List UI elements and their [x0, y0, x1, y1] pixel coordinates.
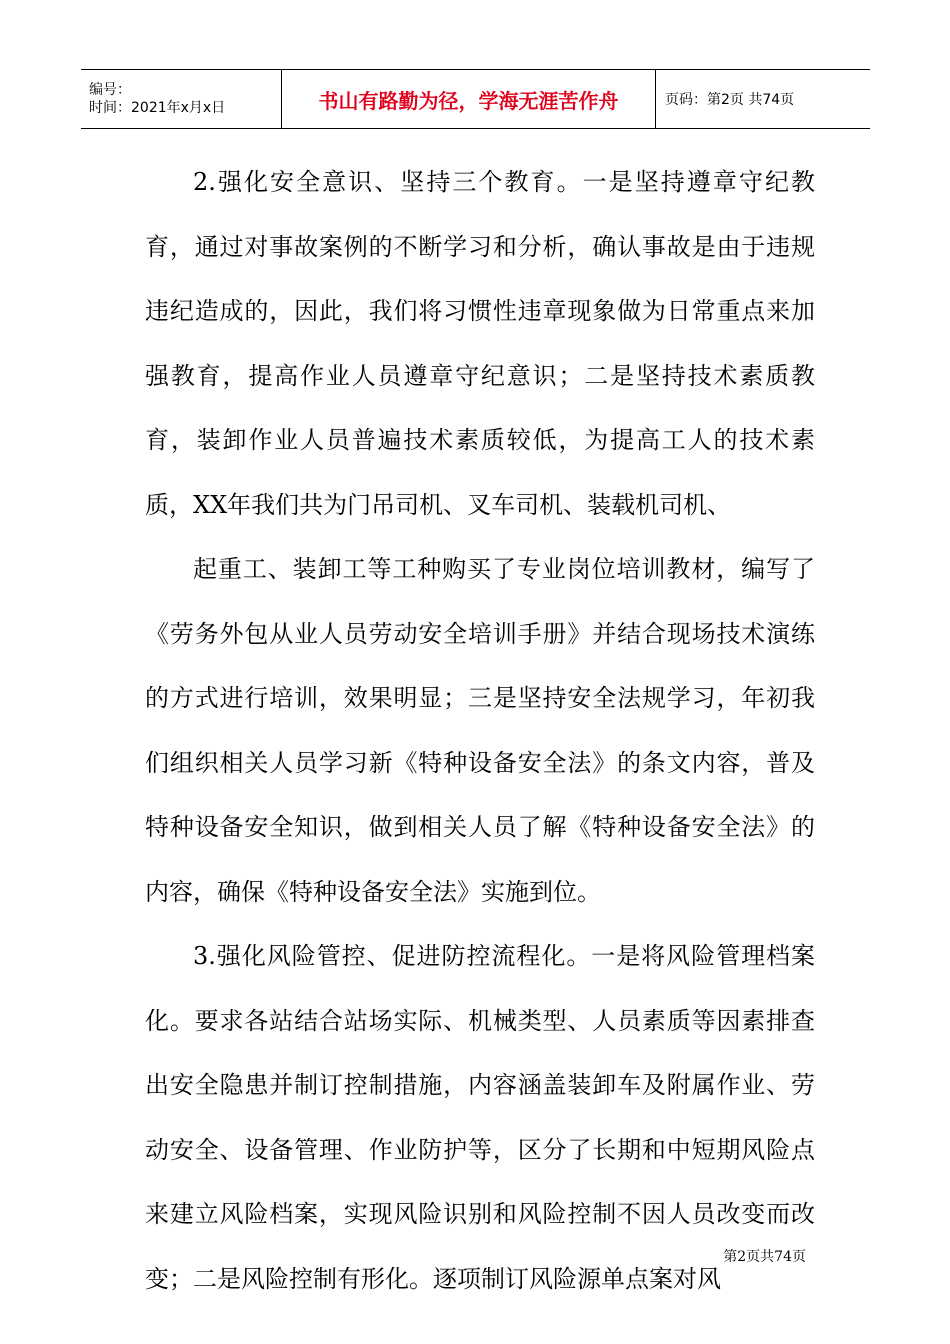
- document-time-label: 时间：2021年x月x日: [89, 100, 226, 116]
- header-meta: [81, 70, 282, 128]
- page-footer: 第2页共74页: [723, 1249, 806, 1265]
- paragraph: 2.强化安全意识、坚持三个教育。一是坚持遵章守纪教育，通过对事故案例的不断学习和分析，确认事故是由于违规违纪造成的，因此，我们将习惯性违章现象做为日常重点来加强教育，提高作业人员遵章守纪意识；二是坚持技术素质教育，装卸作业人员普遍技术素质较低，为提高工人的技术素质，XX年我们共为门吊司机、叉车司机、装载机司机、: [145, 168, 815, 519]
- document-body: [145, 150, 815, 1311]
- header-page-number: 页码：第2页 共74页: [665, 92, 795, 108]
- paragraph: 起重工、装卸工等工种购买了专业岗位培训教材，编写了《劳务外包从业人员劳动安全培训手册》并结合现场技术演练的方式进行培训，效果明显；三是坚持安全法规学习，年初我们组织相关人员学习新《特种设备安全法》的条文内容，普及特种设备安全知识，做到相关人员了解《特种设备安全法》的内容，确保《特种设备安全法》实施到位。: [145, 555, 815, 906]
- page-header: [81, 69, 870, 129]
- header-slogan: 书山有路勤为径，学海无涯苦作舟: [282, 70, 656, 128]
- document-number-label: 编号：: [89, 82, 131, 98]
- paragraph: 3.强化风险管控、促进防控流程化。一是将风险管理档案化。要求各站结合站场实际、机械类型、人员素质等因素排查出安全隐患并制订控制措施，内容涵盖装卸车及附属作业、劳动安全、设备管理、作业防护等，区分了长期和中短期风险点来建立风险档案，实现风险识别和风险控制不因人员改变而改变；二是风险控制有形化。逐项制订风险源单点案对风: [145, 942, 815, 1293]
